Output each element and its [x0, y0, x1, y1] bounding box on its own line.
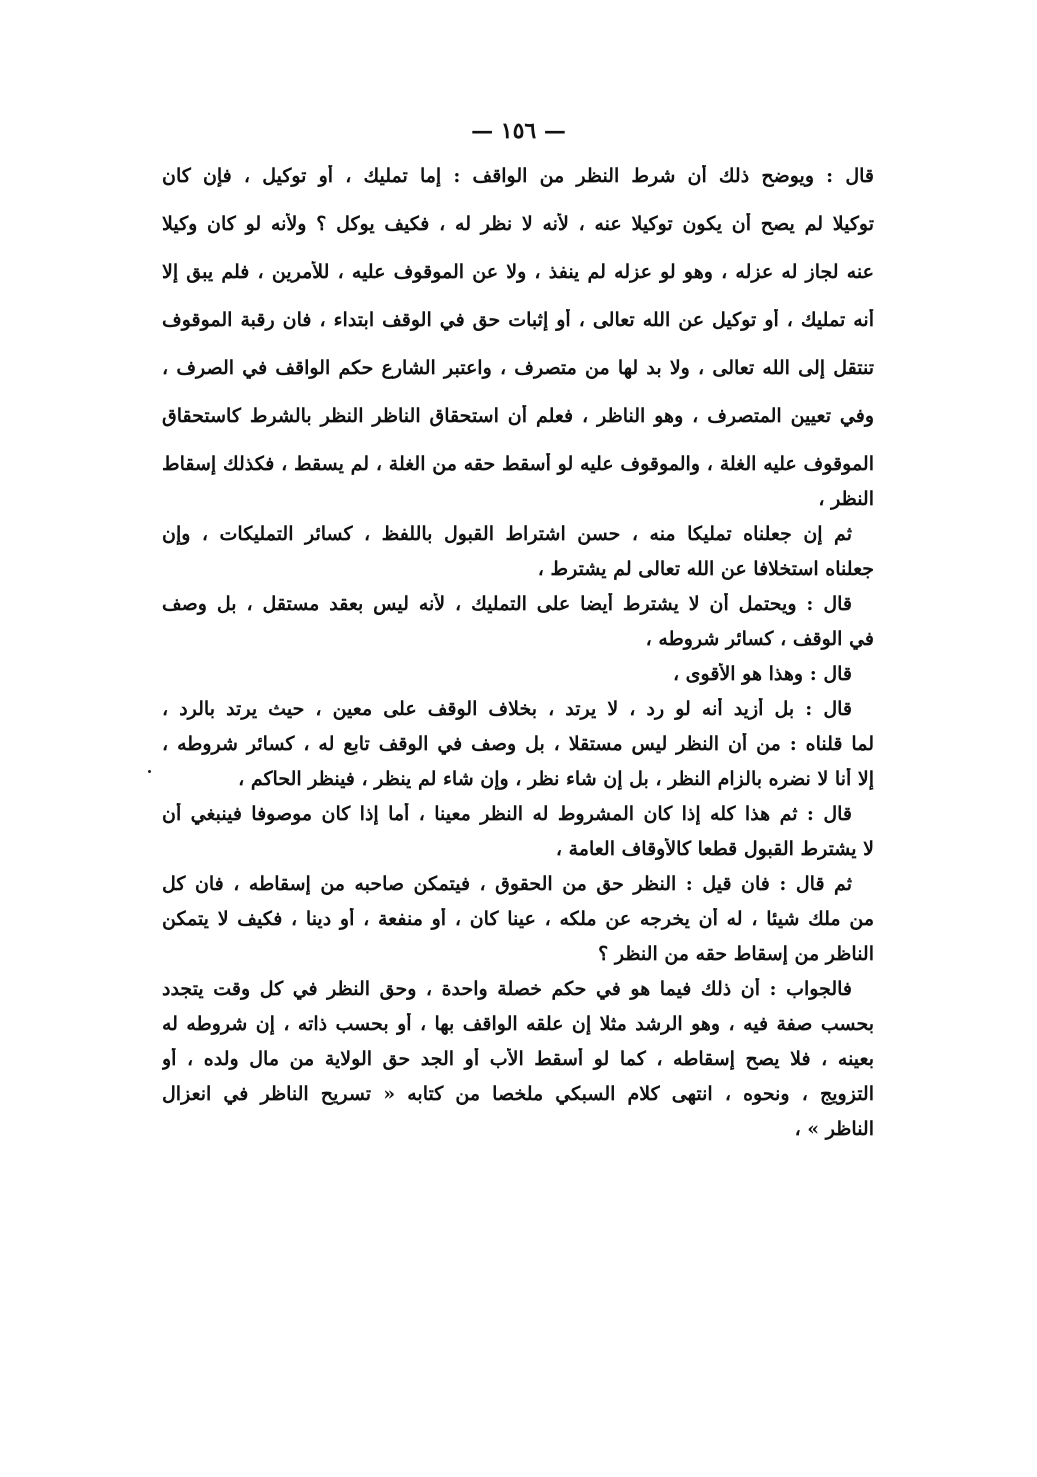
text-line: الموقوف عليه الغلة ، والموقوف عليه لو أسقط حقه من الغلة ، لم يسقط ، فكذلك إسقاط — [162, 453, 874, 475]
text-line: في الوقف ، كسائر شروطه ، — [645, 628, 874, 650]
text-line: ثم قال : فان قيل : النظر حق من الحقوق ، فيتمكن صاحبه من إسقاطه ، فان كل — [162, 873, 852, 895]
text-line: بعينه ، فلا يصح إسقاطه ، كما لو أسقط الأب أو الجد حق الولاية من مال ولده ، أو — [162, 1048, 874, 1070]
text-line: توكيلا لم يصح أن يكون توكيلا عنه ، لأنه لا نظر له ، فكيف يوكل ؟ ولأنه لو كان وكيلا — [162, 213, 874, 235]
text-line: التزويج ، ونحوه ، انتهى كلام السبكي ملخصا من كتابه « تسريح الناظر في انعزال — [162, 1083, 874, 1105]
text-line: عنه لجاز له عزله ، وهو لو عزله لم ينفذ ، ولا عن الموقوف عليه ، للأمرين ، فلم يبق إلا — [162, 261, 874, 283]
text-line: بحسب صفة فيه ، وهو الرشد مثلا إن علقه الواقف بها ، أو بحسب ذاته ، إن شروطه له — [162, 1013, 874, 1035]
text-line: من ملك شيئا ، له أن يخرجه عن ملكه ، عينا كان ، أو منفعة ، أو دينا ، فكيف لا يتمكن — [162, 908, 874, 930]
text-line: قال : وهذا هو الأقوى ، — [672, 663, 852, 685]
text-line: تنتقل إلى الله تعالى ، ولا بد لها من متصرف ، واعتبر الشارع حكم الواقف في الصرف ، — [162, 357, 874, 379]
body-text — [162, 165, 874, 1141]
text-line: قال : ويحتمل أن لا يشترط أيضا على التمليك ، لأنه ليس بعقد مستقل ، بل وصف — [162, 593, 852, 615]
text-line: النظر ، — [818, 488, 874, 510]
text-line: لما قلناه : من أن النظر ليس مستقلا ، بل وصف في الوقف تابع له ، كسائر شروطه ، — [162, 733, 874, 755]
text-line: لا يشترط القبول قطعا كالأوقاف العامة ، — [555, 838, 874, 860]
text-line: قال : بل أزيد أنه لو رد ، لا يرتد ، بخلاف الوقف على معين ، حيث يرتد بالرد ، — [162, 698, 852, 720]
text-line: ثم إن جعلناه تمليكا منه ، حسن اشتراط القبول باللفظ ، كسائر التمليكات ، وإن — [162, 523, 852, 545]
text-line: قال : ويوضح ذلك أن شرط النظر من الواقف : إما تمليك ، أو توكيل ، فإن كان — [162, 165, 874, 187]
text-line: الناظر » ، — [794, 1118, 874, 1140]
print-speck — [148, 770, 151, 773]
text-line: قال : ثم هذا كله إذا كان المشروط له النظر معينا ، أما إذا كان موصوفا فينبغي أن — [162, 803, 852, 825]
text-line: فالجواب : أن ذلك فيما هو في حكم خصلة واحدة ، وحق النظر في كل وقت يتجدد — [162, 978, 852, 1000]
text-line: إلا أنا لا نضره بالزام النظر ، بل إن شاء نظر ، وإن شاء لم ينظر ، فينظر الحاكم ، — [238, 768, 874, 790]
text-line: جعلناه استخلافا عن الله تعالى لم يشترط ، — [537, 558, 874, 580]
text-line: الناظر من إسقاط حقه من النظر ؟ — [598, 943, 874, 965]
text-line: وفي تعيين المتصرف ، وهو الناظر ، فعلم أن استحقاق الناظر النظر بالشرط كاستحقاق — [162, 405, 874, 427]
page-number: — ١٥٦ — — [471, 118, 566, 144]
text-line: أنه تمليك ، أو توكيل عن الله تعالى ، أو إثبات حق في الوقف ابتداء ، فان رقبة الموقوف — [162, 309, 874, 331]
